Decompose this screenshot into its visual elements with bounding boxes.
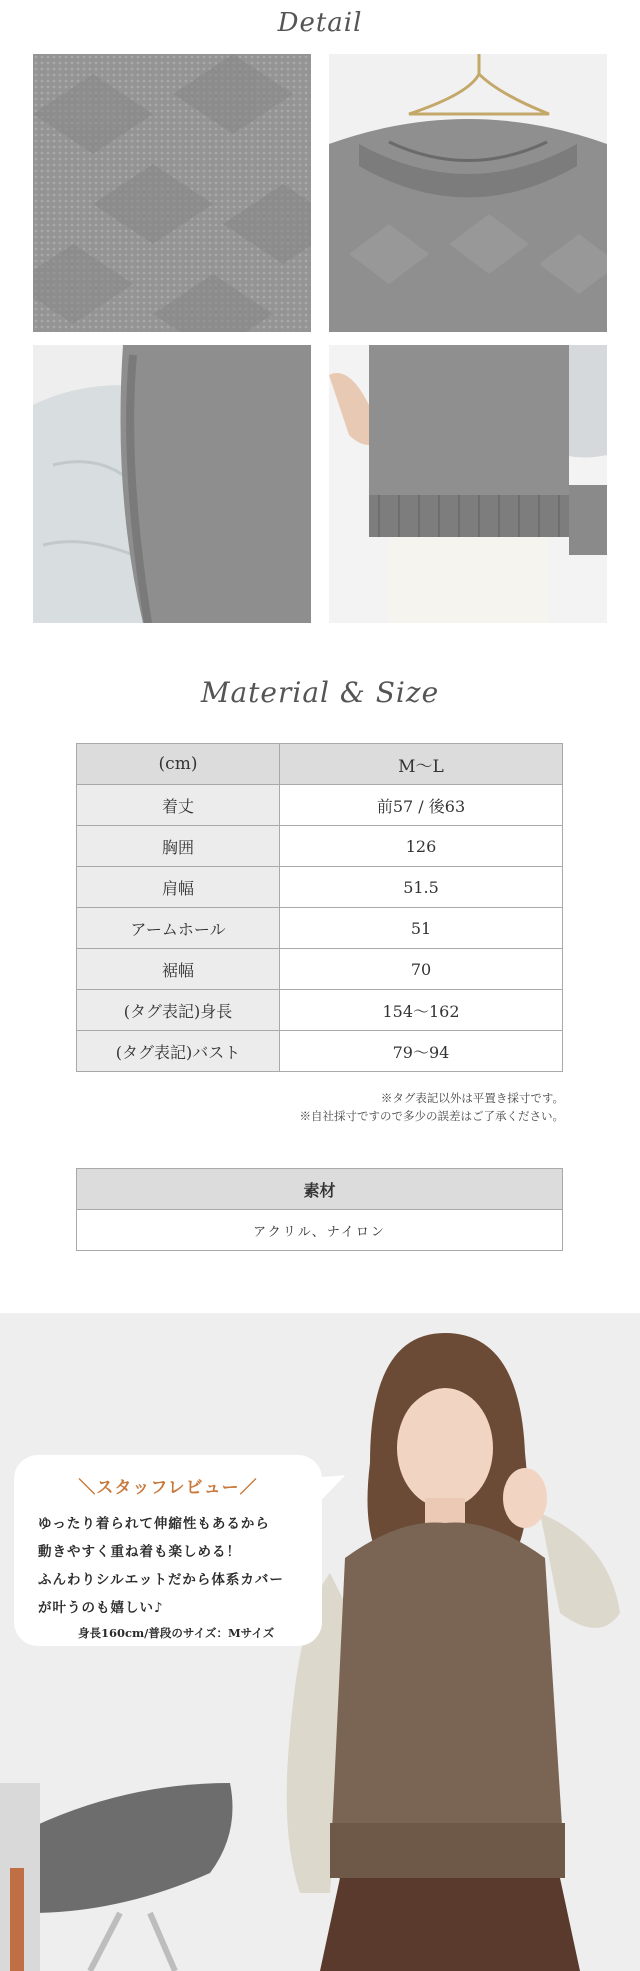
detail-section-title: Detail: [277, 8, 363, 38]
size-table-row: [77, 949, 563, 990]
size-row-label: 裾幅: [77, 949, 280, 990]
detail-photo-back-shoulder: [33, 345, 311, 623]
size-row-label: 胸囲: [77, 826, 280, 867]
size-table-row: [77, 826, 563, 867]
size-row-label: (タグ表記)バスト: [77, 1031, 280, 1072]
detail-photo-neckline: [329, 54, 607, 332]
staff-review-text: ゆったり着られて伸縮性もあるから: [38, 1516, 270, 1532]
size-table-header-value: M〜L: [280, 744, 563, 785]
material-value: アクリル、ナイロン: [77, 1210, 563, 1251]
size-row-value: 51: [280, 908, 563, 949]
detail-photo-knit-texture: [33, 54, 311, 332]
staff-review-text: が叶うのも嬉しい♪: [38, 1600, 164, 1616]
size-row-label: (タグ表記)身長: [77, 990, 280, 1031]
size-row-value: 前57 / 後63: [280, 785, 563, 826]
size-row-value: 51.5: [280, 867, 563, 908]
size-row-label: アームホール: [77, 908, 280, 949]
size-table: [76, 743, 563, 1072]
size-table-row: [77, 785, 563, 826]
size-table-header-row: [77, 744, 563, 785]
size-table-row: [77, 990, 563, 1031]
staff-review-title: ＼スタッフレビュー／: [78, 1478, 258, 1498]
size-row-value: 70: [280, 949, 563, 990]
size-table-row: [77, 867, 563, 908]
material-header: 素材: [77, 1169, 563, 1210]
measurement-note: ※タグ表記以外は平置き採寸です。: [380, 1091, 564, 1105]
size-row-value: 79〜94: [280, 1031, 563, 1072]
size-table-header-label: (cm): [77, 744, 280, 785]
staff-review-text: 動きやすく重ね着も楽しめる！: [38, 1544, 241, 1560]
size-row-label: 肩幅: [77, 867, 280, 908]
detail-photo-hem: [329, 345, 607, 623]
material-size-section-title: Material & Size: [200, 676, 440, 709]
measurement-note: ※自社採寸ですので多少の誤差はご了承ください。: [299, 1109, 564, 1123]
size-table-row: [77, 908, 563, 949]
size-row-label: 着丈: [77, 785, 280, 826]
size-row-value: 154〜162: [280, 990, 563, 1031]
material-table: [76, 1168, 563, 1251]
staff-size-info: 身長160cm/普段のサイズ：Mサイズ: [78, 1626, 275, 1640]
size-table-row: [77, 1031, 563, 1072]
size-row-value: 126: [280, 826, 563, 867]
staff-review-text: ふんわりシルエットだから体系カバー: [38, 1572, 284, 1588]
